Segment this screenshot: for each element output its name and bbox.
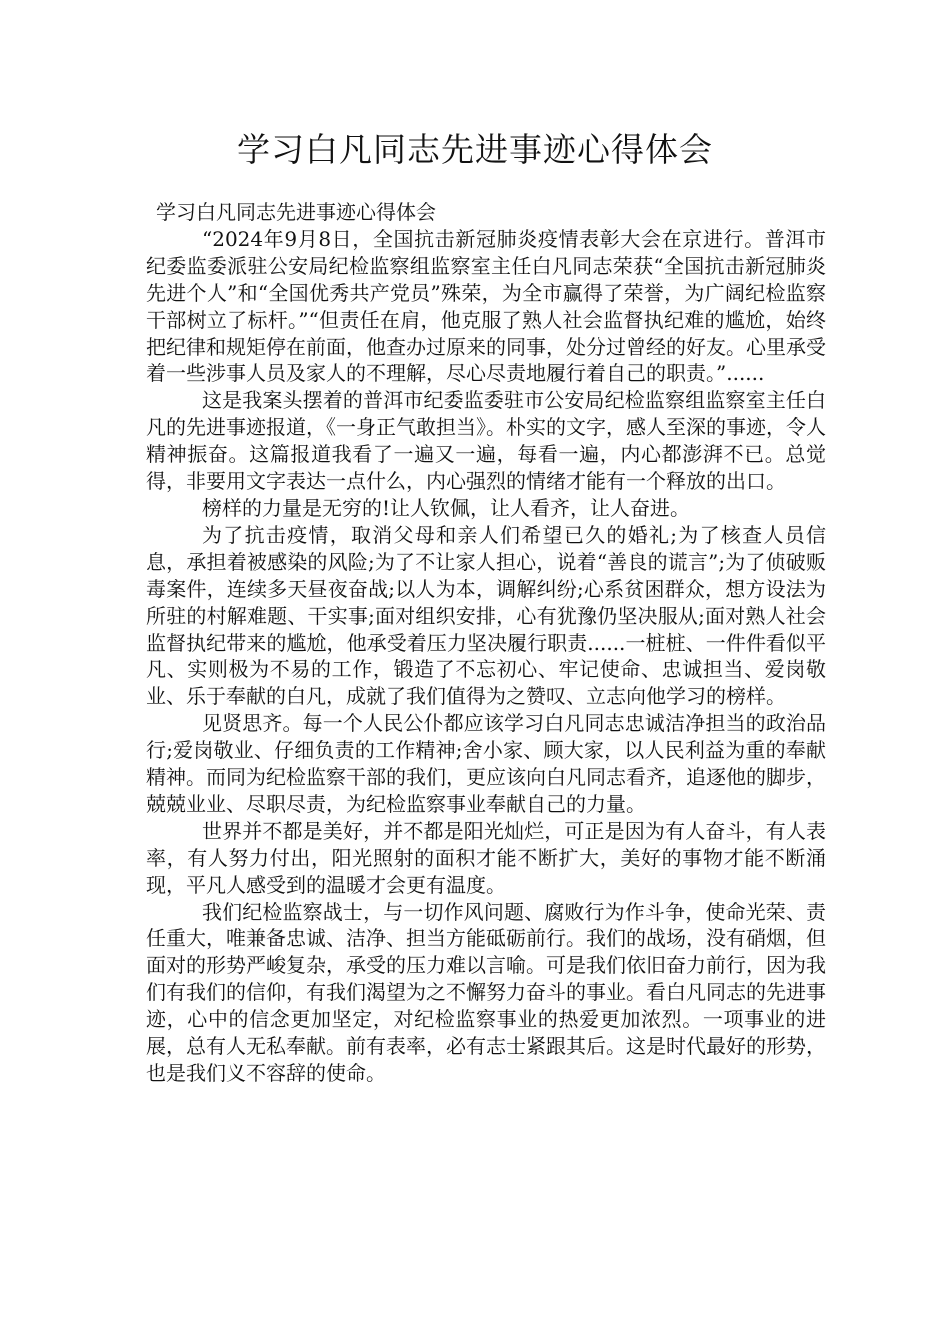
- document-title: 学习白凡同志先进事迹心得体会: [237, 130, 713, 169]
- paragraph: 见贤思齐。每一个人民公仆都应该学习白凡同志忠诚洁净担当的政治品行;爱岗敬业、仔细负责的工作精神;舍小家、顾大家，以人民利益为重的奉献精神。而同为纪检监察干部的我们，更应该向白凡同志看齐，追逐他的脚步，兢兢业业、尽职尽责，为纪检监察事业奉献自己的力量。: [146, 711, 826, 816]
- paragraph: 世界并不都是美好，并不都是阳光灿烂，可正是因为有人奋斗，有人表率，有人努力付出，阳光照射的面积才能不断扩大，美好的事物才能不断涌现，平凡人感受到的温暖才会更有温度。: [146, 818, 826, 897]
- paragraph: 榜样的力量是无穷的!让人钦佩，让人看齐，让人奋进。: [202, 495, 691, 520]
- paragraph: 为了抗击疫情，取消父母和亲人们希望已久的婚礼;为了核查人员信息，承担着被感染的风险;为了不让家人担心，说着“善良的谎言”;为了侦破贩毒案件，连续多天昼夜奋战;以人为本，调解纠纷;心系贫困群众，想方设法为所驻的村解难题、干实事;面对组织安排，心有犹豫仍坚决服从;面对熟人社会监督执纪带来的尴尬，他承受着压力坚决履行职责......一桩桩、一件件看似平凡、实则极为不易的工作，锻造了不忘初心、牢记使命、忠诚担当、爱岗敬业、乐于奉献的白凡，成就了我们值得为之赞叹、立志向他学习的榜样。: [146, 522, 826, 709]
- paragraph: 我们纪检监察战士，与一切作风问题、腐败行为作斗争，使命光荣、责任重大，唯兼备忠诚、洁净、担当方能砥砺前行。我们的战场，没有硝烟，但面对的形势严峻复杂，承受的压力难以言喻。可是我们依旧奋力前行，因为我们有我们的信仰，有我们渴望为之不懈努力奋斗的事业。看白凡同志的先进事迹，心中的信念更加坚定，对纪检监察事业的热爱更加浓烈。一项事业的进展，总有人无私奉献。前有表率，必有志士紧跟其后。这是时代最好的形势，也是我们义不容辞的使命。: [146, 899, 826, 1085]
- paragraph: 这是我案头摆着的普洱市纪委监委驻市公安局纪检监察组监察室主任白凡的先进事迹报道，《一身正气敢担当》。朴实的文字，感人至深的事迹，令人精神振奋。这篇报道我看了一遍又一遍，每看一遍，内心都澎湃不已。总觉得，非要用文字表达一点什么，内心强烈的情绪才能有一个释放的出口。: [146, 388, 826, 494]
- document-body: [146, 199, 826, 1087]
- paragraph: “2024年9月8日，全国抗击新冠肺炎疫情表彰大会在京进行。普洱市纪委监委派驻公安局纪检监察组监察室主任白凡同志荣获“全国抗击新冠肺炎先进个人”和“全国优秀共产党员”殊荣，为全市赢得了荣誉，为广阔纪检监察干部树立了标杆。”“但责任在肩，他克服了熟人社会监督执纪难的尴尬，始终把纪律和规矩停在前面，他查办过原来的同事，处分过曾经的好友。心里承受着一些涉事人员及家人的不理解，尽心尽责地履行着自己的职责。”......: [146, 226, 826, 386]
- document-subtitle: 学习白凡同志先进事迹心得体会: [156, 200, 436, 224]
